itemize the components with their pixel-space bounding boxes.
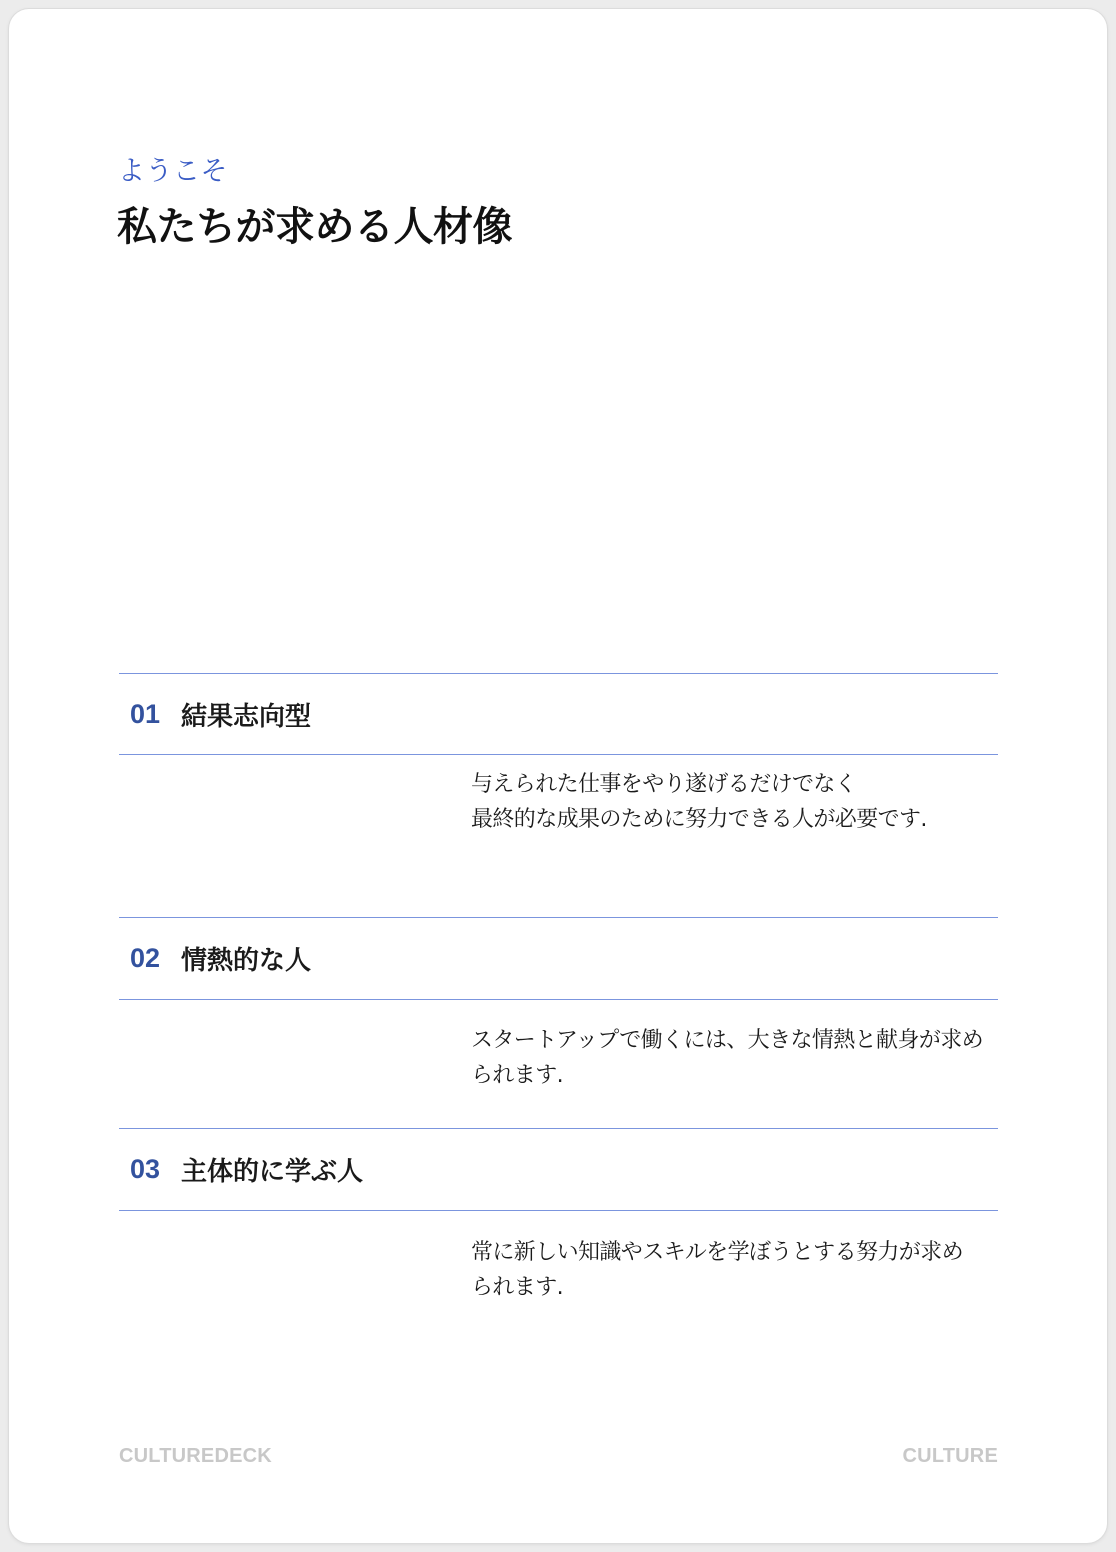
description-line: 最終的な成果のために努力できる人が必要です. bbox=[471, 807, 927, 832]
description-line: スタートアップで働くには、大きな情熱と献身が求め bbox=[471, 1028, 984, 1053]
section-heading bbox=[130, 1129, 363, 1209]
page-title: 私たちが求める人材像 bbox=[117, 204, 512, 250]
section-number: 02 bbox=[130, 942, 161, 973]
description-line: 与えられた仕事をやり遂げるだけでなく bbox=[471, 772, 857, 797]
section-heading bbox=[130, 674, 311, 754]
section-description bbox=[471, 1235, 991, 1305]
description-line: られます. bbox=[471, 1275, 563, 1300]
section-heading bbox=[130, 918, 311, 998]
section-number: 01 bbox=[130, 698, 161, 729]
section-description bbox=[471, 767, 991, 837]
section-title: 結果志向型 bbox=[181, 701, 312, 732]
section-description bbox=[471, 1023, 991, 1093]
section-mid-divider bbox=[119, 1210, 998, 1211]
section-mid-divider bbox=[119, 999, 998, 1000]
description-line: られます. bbox=[471, 1063, 563, 1088]
section-title: 主体的に学ぶ人 bbox=[181, 1156, 364, 1187]
description-line: 常に新しい知識やスキルを学ぼうとする努力が求め bbox=[471, 1240, 963, 1265]
section-mid-divider bbox=[119, 754, 998, 755]
section-title: 情熱的な人 bbox=[181, 945, 312, 976]
footer-section-label: CULTURE bbox=[902, 1445, 998, 1467]
section-number: 03 bbox=[130, 1153, 161, 1184]
page-eyebrow: ようこそ bbox=[118, 156, 228, 187]
page bbox=[9, 9, 1107, 1543]
footer-brand: CULTUREDECK bbox=[119, 1445, 272, 1467]
